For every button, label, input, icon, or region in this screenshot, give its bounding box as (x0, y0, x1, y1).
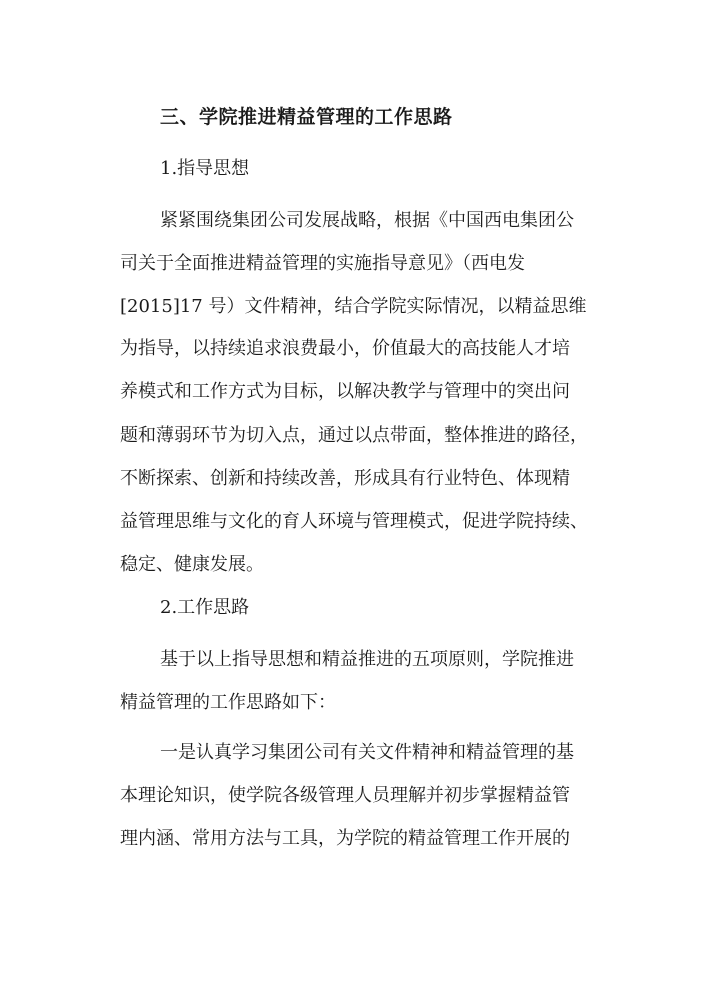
paragraph-line: 基于以上指导思想和精益推进的五项原则，学院推进 (160, 649, 574, 670)
paragraph-line: [2015]17 号）文件精神，结合学院实际情况，以精益思维 (120, 296, 587, 317)
paragraph-line: 紧紧围绕集团公司发展战略，根据《中国西电集团公 (160, 210, 574, 231)
paragraph-line: 养模式和工作方式为目标，以解决教学与管理中的突出问 (120, 381, 570, 402)
subsection-title-work-approach: 2.工作思路 (160, 597, 250, 618)
paragraph-line: 司关于全面推进精益管理的实施指导意见》（西电发 (120, 253, 525, 274)
paragraph-line: 为指导，以持续追求浪费最小，价值最大的高技能人才培 (120, 338, 570, 359)
section-heading: 三、学院推进精益管理的工作思路 (160, 106, 453, 128)
paragraph-line: 理内涵、常用方法与工具，为学院的精益管理工作开展的 (120, 828, 570, 849)
paragraph-line: 稳定、健康发展。 (120, 554, 264, 575)
paragraph-line: 不断探索、创新和持续改善，形成具有行业特色、体现精 (120, 468, 570, 489)
paragraph-line: 题和薄弱环节为切入点，通过以点带面，整体推进的路径， (120, 425, 588, 446)
subsection-title-guiding-ideology: 1.指导思想 (160, 158, 250, 179)
paragraph-line: 精益管理的工作思路如下： (120, 692, 336, 713)
paragraph-line: 一是认真学习集团公司有关文件精神和精益管理的基 (160, 742, 574, 763)
paragraph-line: 益管理思维与文化的育人环境与管理模式，促进学院持续、 (120, 511, 588, 532)
paragraph-line: 本理论知识，使学院各级管理人员理解并初步掌握精益管 (120, 785, 570, 806)
